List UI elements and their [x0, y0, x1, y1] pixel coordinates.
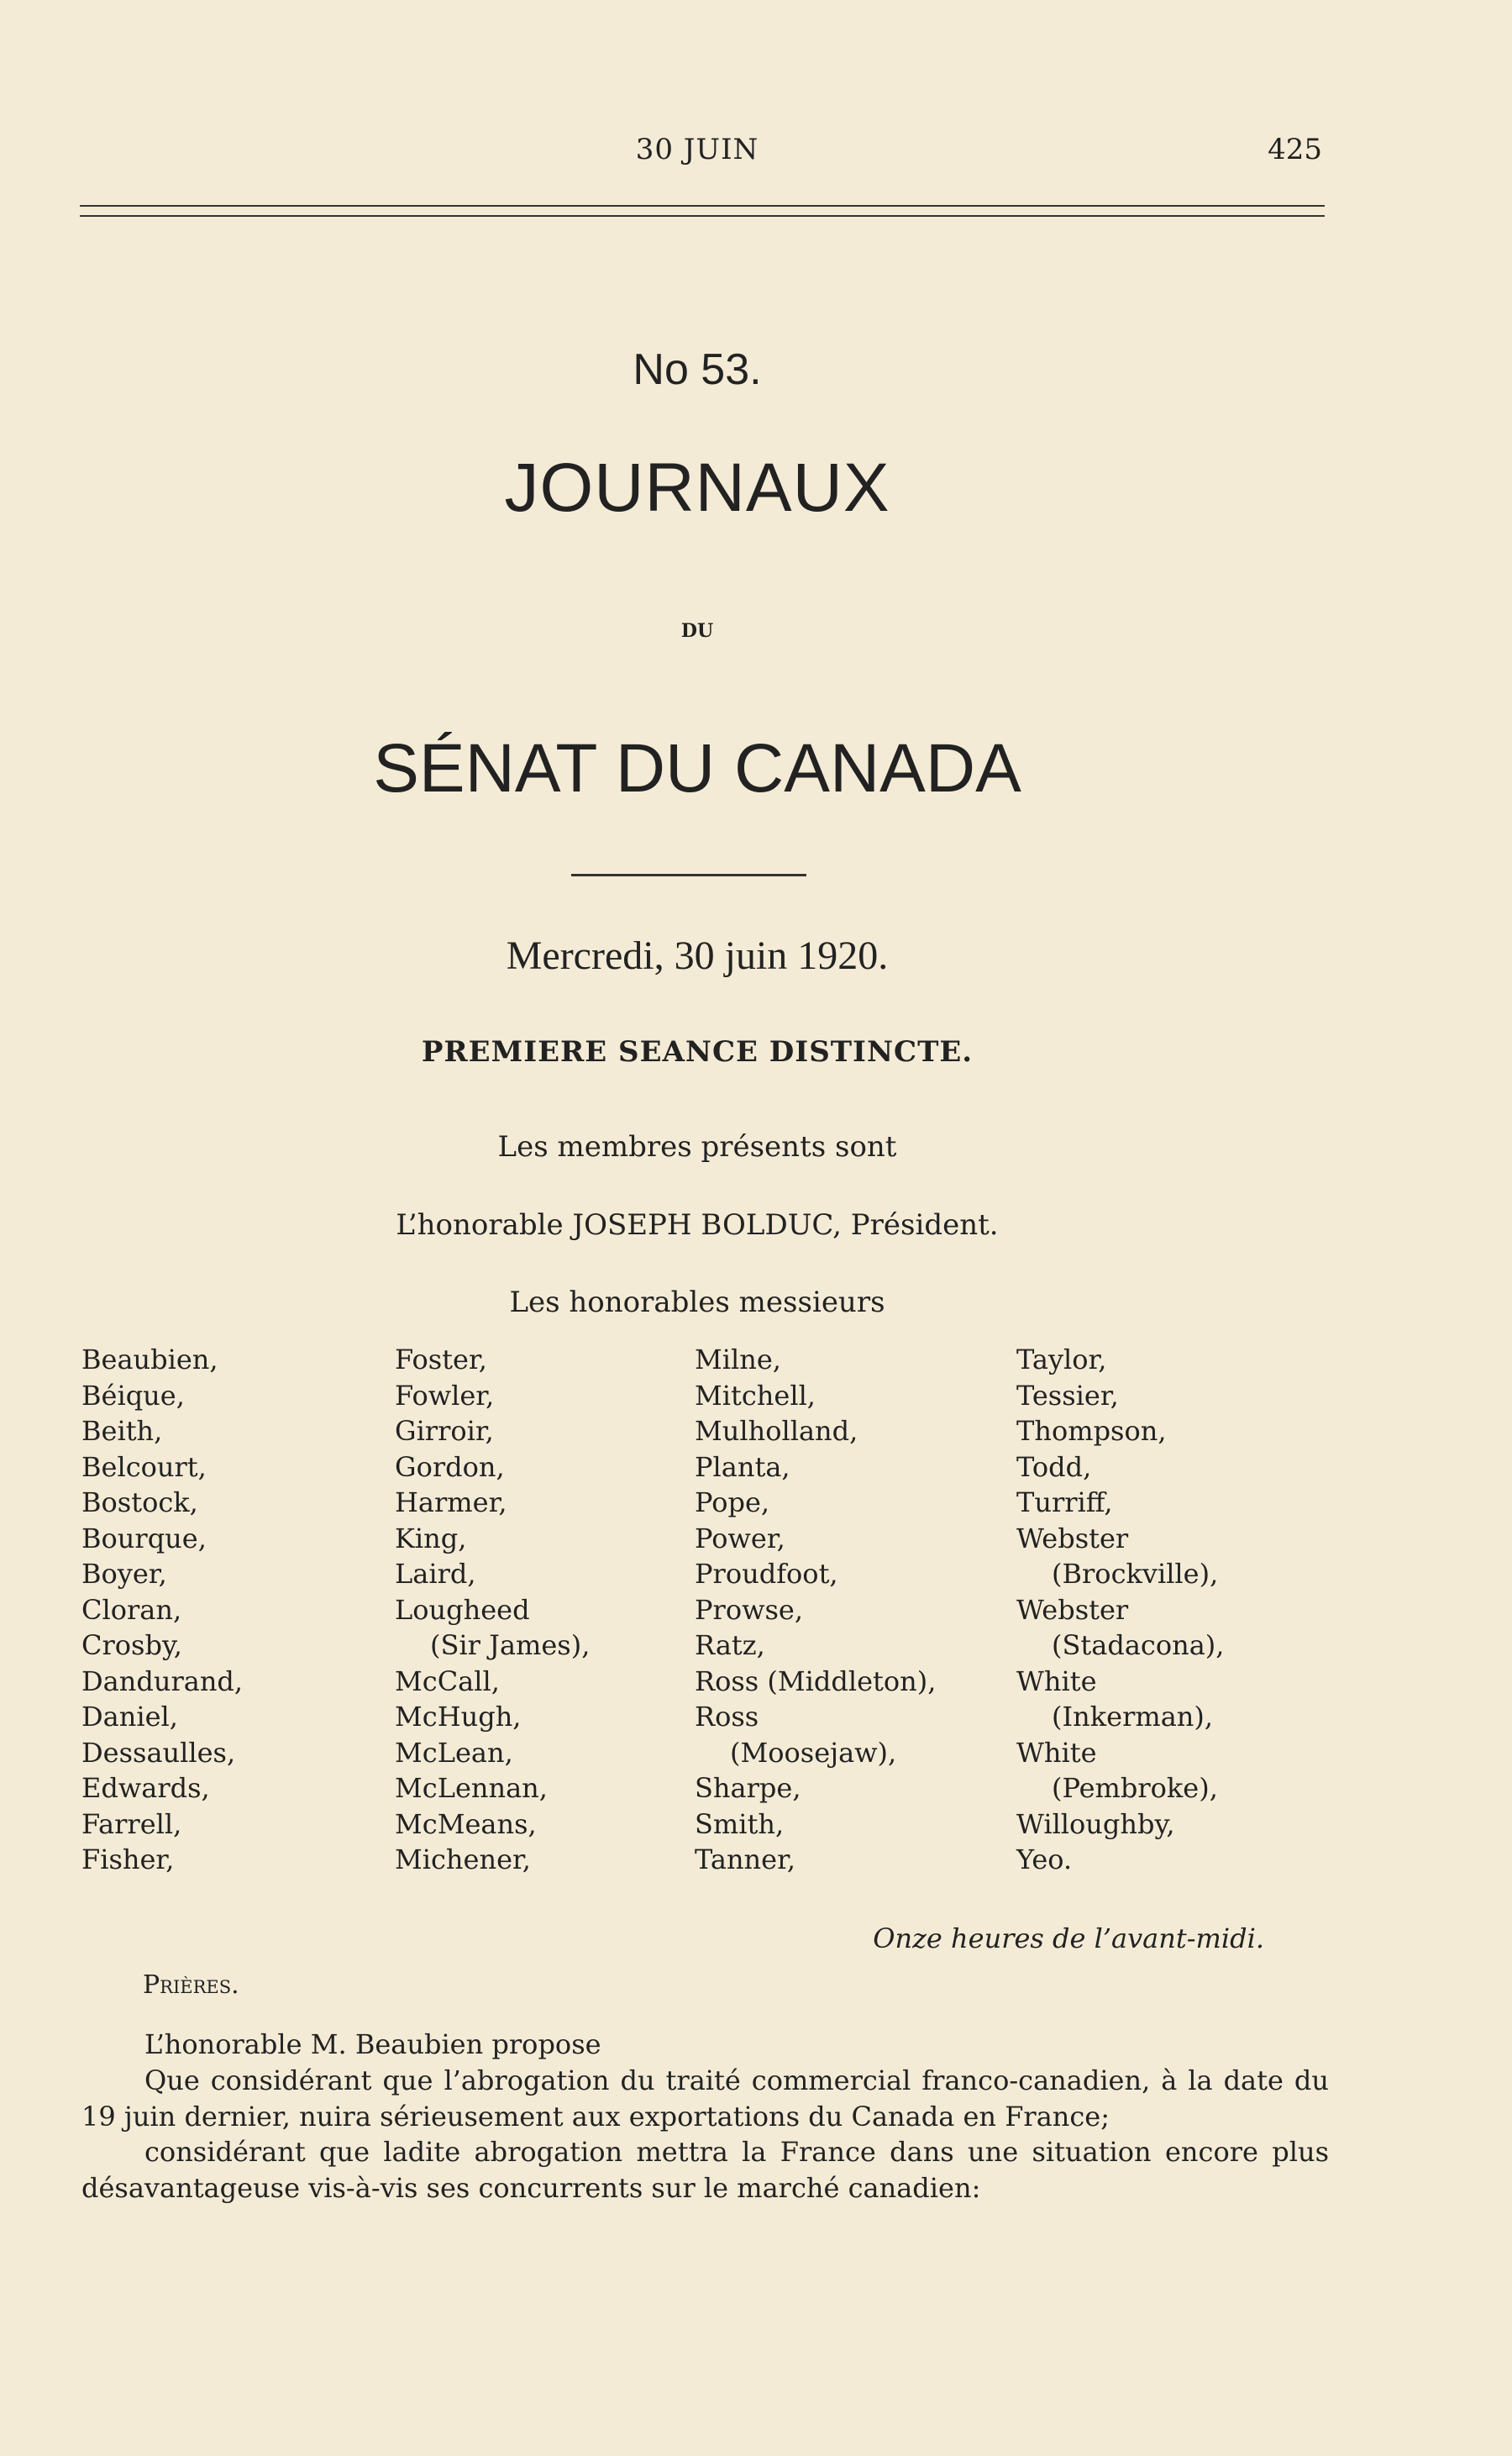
member-name: Fisher, [81, 1843, 175, 1875]
session-heading: PREMIERE SEANCE DISTINCTE. [421, 1035, 974, 1069]
member-name: Crosby, [81, 1629, 182, 1661]
member-name: Tessier, [1016, 1379, 1119, 1412]
member-name: Lougheed [395, 1593, 530, 1626]
motion-paragraph: Que considérant que l’abrogation du traité commercial franco-canadien, à la date du 19 juin dernier, nuira sérieusement aux exportations du Canada en France; [81, 2064, 1329, 2133]
session-time: Onze heures de l’avant-midi. [873, 1922, 1264, 1954]
member-name: Power, [695, 1522, 785, 1554]
member-name: Thompson, [1016, 1415, 1167, 1447]
members-present-line: Les membres présents sont [497, 1130, 897, 1164]
divider [571, 874, 806, 876]
member-name: (Moosejaw), [730, 1736, 897, 1769]
member-name: Webster [1016, 1522, 1129, 1554]
member-name: Michener, [395, 1843, 531, 1875]
member-name: Yeo. [1016, 1843, 1073, 1875]
member-name: (Brockville), [1052, 1558, 1219, 1590]
member-name: Girroir, [395, 1415, 494, 1447]
member-name: McMeans, [395, 1807, 537, 1840]
member-name: Boyer, [81, 1558, 167, 1590]
president-line: L’honorable JOSEPH BOLDUC, Président. [396, 1208, 999, 1242]
member-name: (Inkerman), [1052, 1701, 1214, 1733]
honorables-line: Les honorables messieurs [509, 1286, 885, 1319]
member-name: McHugh, [395, 1701, 522, 1733]
member-name: Bostock, [81, 1486, 198, 1518]
member-name: White [1016, 1665, 1097, 1697]
running-header-date: 30 JUIN [635, 133, 759, 166]
member-name: Sharpe, [695, 1772, 801, 1804]
header-rule [80, 215, 1325, 217]
member-name: Smith, [695, 1807, 785, 1840]
member-name: McCall, [395, 1665, 500, 1697]
members-column-3 [695, 1342, 936, 1878]
motion-paragraph: considérant que ladite abrogation mettra la France dans une situation encore plus désavantageuse vis-à-vis ses concurrents sur le marché canadien: [81, 2136, 1329, 2204]
member-name: Farrell, [81, 1807, 182, 1840]
member-name: Dandurand, [81, 1665, 244, 1697]
member-name: Daniel, [81, 1701, 178, 1733]
member-name: Mitchell, [695, 1379, 816, 1412]
member-name: Bourque, [81, 1522, 207, 1554]
member-name: Cloran, [81, 1593, 182, 1626]
member-name: Pope, [695, 1486, 770, 1518]
member-name: Proudfoot, [695, 1558, 838, 1590]
member-name: Taylor, [1016, 1344, 1107, 1375]
member-name: Milne, [695, 1344, 781, 1375]
member-name: Tanner, [695, 1843, 796, 1875]
member-name: Harmer, [395, 1486, 507, 1518]
member-name: Béique, [81, 1379, 185, 1412]
member-name: King, [395, 1522, 467, 1554]
member-name: Mulholland, [695, 1415, 858, 1447]
page-number: 425 [1268, 133, 1322, 166]
member-name: Beaubien, [81, 1344, 218, 1375]
member-name: Fowler, [395, 1379, 495, 1412]
member-name: Prowse, [695, 1593, 804, 1626]
members-column-1 [81, 1342, 243, 1878]
members-column-4 [1016, 1342, 1224, 1878]
header-rule [80, 205, 1325, 207]
member-name: (Sir James), [430, 1629, 591, 1661]
member-name: Ratz, [695, 1629, 765, 1661]
member-name: Webster [1016, 1593, 1129, 1626]
title-du: DU [680, 620, 714, 642]
member-name: Gordon, [395, 1450, 505, 1483]
member-name: Turriff, [1016, 1486, 1113, 1518]
session-date: Mercredi, 30 juin 1920. [506, 933, 889, 978]
member-name: Todd, [1016, 1450, 1092, 1483]
prayers-heading: Prières. [143, 1970, 239, 2000]
member-name: Beith, [81, 1415, 163, 1447]
member-name: McLennan, [395, 1772, 548, 1804]
member-name: Laird, [395, 1558, 476, 1590]
member-name: Belcourt, [81, 1450, 207, 1483]
member-name: Edwards, [81, 1772, 210, 1804]
members-column-2 [395, 1342, 590, 1878]
member-name: McLean, [395, 1736, 513, 1769]
journal-number: No 53. [633, 345, 762, 394]
title-senat: SÉNAT DU CANADA [373, 730, 1021, 807]
member-name: Willoughby, [1016, 1807, 1175, 1840]
member-name: Foster, [395, 1344, 487, 1375]
member-name: (Pembroke), [1052, 1772, 1218, 1804]
title-journaux: JOURNAUX [504, 450, 890, 526]
member-name: Planta, [695, 1450, 790, 1483]
member-name: (Stadacona), [1052, 1629, 1225, 1661]
member-name: Dessaulles, [81, 1736, 236, 1769]
motion-intro: L’honorable M. Beaubien propose [144, 2028, 601, 2060]
member-name: Ross (Middleton), [695, 1665, 937, 1697]
member-name: White [1016, 1736, 1097, 1769]
member-name: Ross [695, 1701, 759, 1733]
